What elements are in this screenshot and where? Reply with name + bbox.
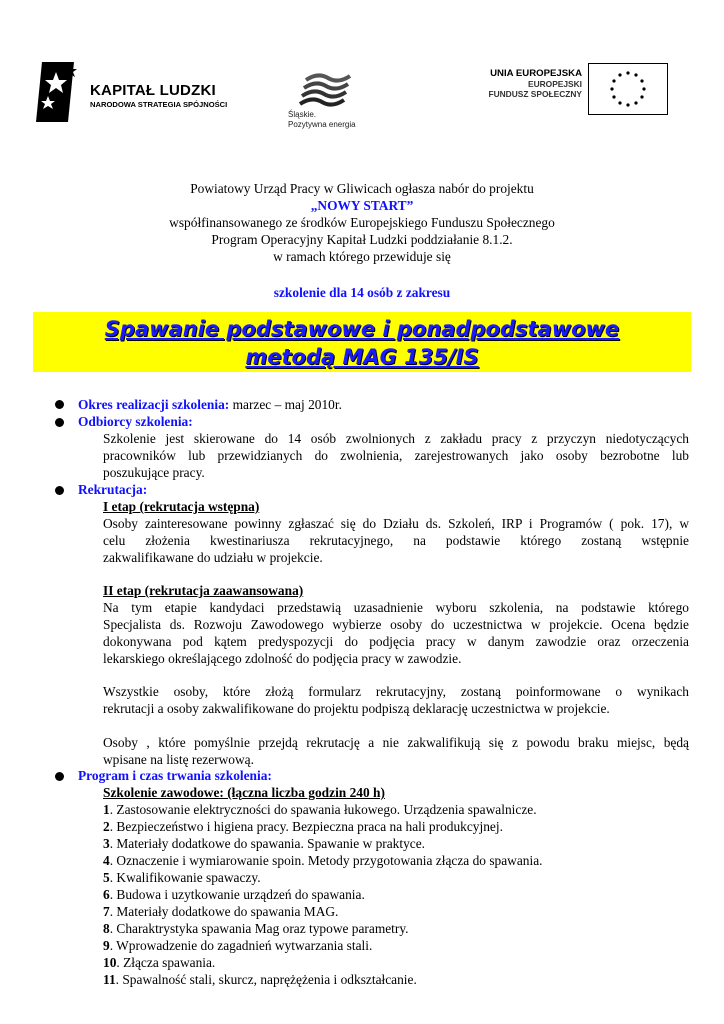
- program-item-text: . Spawalność stali, skurcz, naprężężenia i odkształcanie.: [115, 972, 417, 987]
- program-item-number: 7: [103, 904, 110, 919]
- program-item-number: 8: [103, 921, 110, 936]
- eu-flag-icon: [588, 63, 668, 115]
- program-item: [103, 920, 409, 937]
- odbiorcy-text-line: Szkolenie jest skierowane do 14 osób zwolnionych z zakładu pracy z przyczyn niedotyczących: [103, 431, 689, 446]
- program-item-number: 6: [103, 887, 110, 902]
- program-item-number: 4: [103, 853, 110, 868]
- odbiorcy-text-line: poszukujące pracy.: [103, 465, 205, 480]
- intro-line-5: w ramach którego przewiduje się: [273, 249, 451, 264]
- program-item-number: 1: [103, 802, 110, 817]
- okres-value: marzec – maj 2010r.: [229, 397, 342, 412]
- kapital-ludzki-title: KAPITAŁ LUDZKI: [90, 82, 216, 99]
- bullet-dot: [55, 772, 64, 781]
- slaskie-waves-icon: [298, 70, 358, 110]
- training-scope-line: szkolenie dla 14 osób z zakresu: [273, 285, 451, 300]
- etap1-title: I etap (rekrutacja wstępna): [103, 499, 260, 514]
- eu-text-block: [464, 68, 582, 99]
- rekrutacja-info-line: Wszystkie osoby, które złożą formularz rekrutacyjny, zostaną poinformowane o wynikach: [103, 684, 689, 699]
- program-item: [103, 971, 417, 988]
- okres-row: [78, 396, 342, 413]
- intro-block: [0, 180, 724, 265]
- program-item-text: . Materiały dodatkowe do spawania MAG.: [109, 904, 339, 919]
- program-item-text: . Charaktrystyka spawania Mag oraz typowe parametry.: [109, 921, 409, 936]
- program-item-number: 2: [103, 819, 110, 834]
- program-item: [103, 801, 537, 818]
- kapital-ludzki-logo: [36, 62, 236, 122]
- bullet-dot: [55, 486, 64, 495]
- program-subtitle: Szkolenie zawodowe: (łączna liczba godzin 240 h): [103, 785, 385, 800]
- project-name: „NOWY START”: [310, 198, 414, 213]
- eu-fund-line1: EUROPEJSKI: [528, 79, 582, 89]
- program-item: [103, 886, 365, 903]
- course-title-line1: Spawanie podstawowe i ponadpodstawowe: [104, 317, 620, 341]
- program-item: [103, 852, 543, 869]
- program-item-text: . Kwalifikowanie spawaczy.: [109, 870, 261, 885]
- etap2-text-line: Specjalista ds. Rozwoju Zawodowego wybierze osoby do uczestnictwa w projekcie. Ocena będzie: [103, 617, 689, 632]
- rekrutacja-info-line: rekrutacji a osoby zakwalifikowane do projektu podpiszą deklarację uczestnictwa w projekcie.: [103, 701, 610, 716]
- odbiorcy-text-line: pracowników lub przewidzianych do zwolnienia, zarejestrowanych jako osoby bezrobotne lub: [103, 448, 689, 463]
- etap2-text-line: Na tym etapie kandydaci przedstawią uzasadnienie wyboru szkolenia, na podstawie którego: [103, 600, 689, 615]
- slaskie-tagline: Pozytywna energia: [288, 120, 356, 129]
- etap1-text-line: Osoby zainteresowane powinny zgłaszać się do Działu ds. Szkoleń, IRP i Programów ( pok. 17), w: [103, 516, 689, 531]
- program-label: Program i czas trwania szkolenia:: [78, 768, 272, 783]
- bullet-dot: [55, 400, 64, 409]
- reserve-list-line: Osoby , które pomyślnie przejdą rekrutację a nie zakwalifikują się z powodu braku miejsc, będą: [103, 735, 689, 750]
- etap1-text-line: celu złożenia kwestinariusza rekrutacyjnego, na podstawie którego zostaną wstępnie: [103, 533, 689, 548]
- program-item-text: . Oznaczenie i wymiarowanie spoin. Metody przygotowania złącza do spawania.: [109, 853, 543, 868]
- program-item-text: . Bezpieczeństwo i higiena pracy. Bezpieczna praca na hali produkcyjnej.: [109, 819, 503, 834]
- course-title-line2: metodą MAG 135/IS: [245, 345, 479, 369]
- program-item-number: 9: [103, 938, 110, 953]
- kapital-ludzki-emblem-icon: [36, 62, 88, 122]
- intro-line-4: Program Operacyjny Kapitał Ludzki poddziałanie 8.1.2.: [211, 232, 513, 247]
- etap2-text-line: lekarskiego określającego zdolność do podjęcia pracy w zawodzie.: [103, 651, 462, 666]
- odbiorcy-label: Odbiorcy szkolenia:: [78, 414, 193, 429]
- program-item: [103, 937, 372, 954]
- eu-fund-line2: FUNDUSZ SPOŁECZNY: [488, 89, 582, 99]
- program-item: [103, 818, 503, 835]
- etap1-text-line: zakwalifikawane do udziału w projekcie.: [103, 550, 323, 565]
- program-item-number: 11: [103, 972, 116, 987]
- program-item-number: 10: [103, 955, 117, 970]
- slaskie-caption: [288, 110, 356, 130]
- program-item-text: . Wprowadzenie do zagadnień wytwarzania stali.: [109, 938, 373, 953]
- etap2-title: II etap (rekrutacja zaawansowana): [103, 583, 304, 598]
- etap2-text-line: dokonywana pod kątem predyspozycji do podjęcia pracy w danym zawodzie oraz orzeczenia: [103, 634, 689, 649]
- program-item: [103, 954, 215, 971]
- training-intro: [0, 284, 724, 301]
- program-item: [103, 869, 261, 886]
- program-item-number: 3: [103, 836, 110, 851]
- okres-label: Okres realizacji szkolenia:: [78, 397, 230, 412]
- program-item-text: . Zastosowanie elektryczności do spawania łukowego. Urządzenia spawalnicze.: [109, 802, 537, 817]
- slaskie-logo: [280, 70, 370, 136]
- program-item: [103, 903, 338, 920]
- program-item-text: . Złącza spawania.: [116, 955, 216, 970]
- reserve-list-line: wpisane na listę rezerwową.: [103, 752, 254, 767]
- bullet-dot: [55, 418, 64, 427]
- program-item: [103, 835, 425, 852]
- intro-line-1: Powiatowy Urząd Pracy w Gliwicach ogłasza nabór do projektu: [190, 181, 534, 196]
- program-item-text: . Budowa i uzytkowanie urządzeń do spawania.: [109, 887, 365, 902]
- slaskie-name: Śląskie.: [288, 110, 317, 119]
- rekrutacja-label: Rekrutacja:: [78, 482, 148, 497]
- kapital-ludzki-subtitle: NARODOWA STRATEGIA SPÓJNOŚCI: [90, 100, 228, 109]
- program-item-text: . Materiały dodatkowe do spawania. Spawanie w praktyce.: [109, 836, 426, 851]
- program-item-number: 5: [103, 870, 110, 885]
- intro-line-3: współfinansowanego ze środków Europejskiego Funduszu Społecznego: [169, 215, 555, 230]
- eu-title: UNIA EUROPEJSKA: [490, 68, 582, 79]
- course-title-banner: [33, 312, 691, 372]
